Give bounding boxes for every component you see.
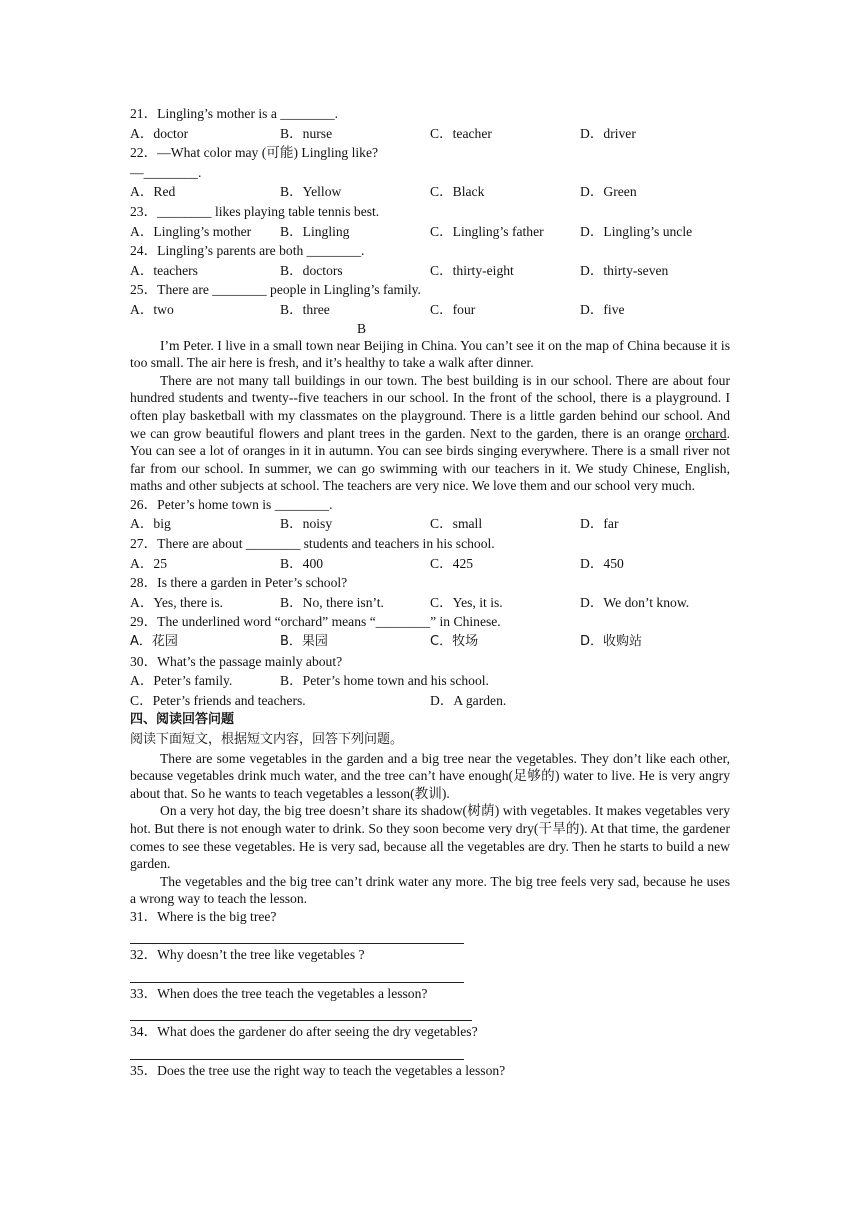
question-34: 34．What does the gardener do after seeing the dry vegetables? [130, 1024, 478, 1040]
option-d[interactable]: D．five [580, 301, 625, 317]
question-28-options [130, 593, 730, 613]
option-b[interactable]: B．400 [280, 555, 324, 571]
option-b[interactable]: B．Yellow [280, 184, 342, 200]
option-d[interactable]: D．450 [580, 555, 624, 571]
section-four-instruction: 阅读下面短文，根据短文内容，回答下列问题。 [130, 732, 404, 747]
option-d[interactable]: D．Lingling’s uncle [580, 223, 693, 239]
option-a[interactable]: A．Red [130, 184, 176, 200]
question-29-stem: 29．The underlined word “orchard” means “________” in Chinese. [130, 614, 501, 630]
answer-line-34[interactable] [130, 1042, 464, 1060]
option-d[interactable]: D．We don’t know. [580, 594, 690, 610]
question-28-stem: 28．Is there a garden in Peter’s school? [130, 575, 348, 591]
question-35: 35．Does the tree use the right way to teach the vegetables a lesson? [130, 1062, 506, 1078]
passage-four-paragraph-3: The vegetables and the big tree can’t drink water any more. The big tree feels very sad, because he uses a wrong way to teach the lesson. [130, 873, 730, 907]
question-24-stem: 24．Lingling’s parents are both ________. [130, 243, 365, 259]
question-32: 32．Why doesn’t the tree like vegetables ? [130, 947, 365, 963]
option-a[interactable]: A．花园 [130, 634, 178, 650]
option-b[interactable]: B．nurse [280, 125, 333, 141]
question-22-stem [130, 143, 730, 163]
option-c[interactable]: C．Yes, it is. [430, 594, 503, 610]
option-b[interactable]: B．No, there isn’t. [280, 594, 384, 610]
option-a[interactable]: A．two [130, 301, 174, 317]
option-c[interactable]: C．small [430, 516, 483, 532]
option-b[interactable]: B．doctors [280, 262, 343, 278]
exam-page [130, 104, 730, 1080]
option-c[interactable]: C．teacher [430, 125, 492, 141]
option-d[interactable]: D．Green [580, 184, 637, 200]
question-21-stem: 21．Lingling’s mother is a ________. [130, 106, 339, 121]
question-22-text: 22．—What color may (可能) Lingling like? [130, 145, 379, 161]
option-d[interactable]: D．A garden. [430, 692, 507, 708]
option-a[interactable]: A．doctor [130, 125, 189, 141]
question-30-options-row-2 [130, 691, 730, 711]
question-23-options [130, 222, 730, 242]
option-c[interactable]: C．425 [430, 555, 474, 571]
answer-line-32[interactable] [130, 965, 464, 983]
passage-b-text-2: . You can see a lot of oranges in it in autumn. You can see birds singing everywhere. There is a small river not far from our school. In summer, we can go swimming with our teachers in it. We study Chinese, English, maths and other subjects at school. The teachers are very nice. We love them and our school very much. [130, 425, 730, 494]
option-c[interactable]: C．thirty-eight [430, 262, 514, 278]
question-21-options [130, 124, 730, 144]
option-a[interactable]: A．Lingling’s mother [130, 223, 252, 239]
option-c[interactable]: C．牧场 [430, 634, 479, 650]
option-b[interactable]: B．Lingling [280, 223, 350, 239]
question-30-stem: 30．What’s the passage mainly about? [130, 653, 343, 669]
question-22-response: —________. [130, 164, 202, 180]
question-26-options [130, 514, 730, 534]
option-c[interactable]: C．Black [430, 184, 485, 200]
question-24-options [130, 261, 730, 281]
passage-b-text-1: There are not many tall buildings in our town. The best building is in our school. There are about four hundred students and twenty--five teachers in our school. In the front of the school, there is a playground. I often play basketball with my classmates on the playground. There is a little garden behind our school. And we can grow beautiful flowers and plant trees in the garden. Next to the garden, there is an orange [130, 372, 730, 441]
section-b-label: B [357, 320, 367, 336]
question-27-options [130, 554, 730, 574]
option-c[interactable]: C．four [430, 301, 476, 317]
option-b[interactable]: B．果园 [280, 634, 328, 650]
question-31: 31．Where is the big tree? [130, 908, 277, 924]
question-23-stem: 23．________ likes playing table tennis best. [130, 203, 380, 219]
underlined-word-orchard: orchard [685, 425, 727, 441]
option-d[interactable]: D．thirty-seven [580, 262, 669, 278]
option-a[interactable]: A．Yes, there is. [130, 594, 224, 610]
question-25-options [130, 300, 730, 320]
question-25-stem: 25．There are ________ people in Lingling’s family. [130, 282, 421, 298]
option-b[interactable]: B．Peter’s home town and his school. [280, 673, 489, 689]
answer-line-33[interactable] [130, 1003, 472, 1021]
passage-four-paragraph-2: On a very hot day, the big tree doesn’t share its shadow(树荫) with vegetables. It makes vegetables very hot. But there is not enough water to drink. So they soon become very dry(干旱的). At that time, the gardener comes to see these vegetables. He is very sad, because all the vegetables are dry. Then he starts to build a new garden. [130, 803, 730, 872]
option-d[interactable]: D．far [580, 516, 619, 532]
option-c[interactable]: C．Peter’s friends and teachers. [130, 692, 306, 708]
option-a[interactable]: A．big [130, 516, 171, 532]
question-33: 33．When does the tree teach the vegetables a lesson? [130, 985, 428, 1001]
passage-four-paragraph-1: There are some vegetables in the garden and a big tree near the vegetables. They don’t like each other, because vegetables drink much water, and the tree can’t have enough(足够的) water to live. He is very angry about that. So he wants to teach vegetables a lesson(教训). [130, 750, 730, 801]
option-d[interactable]: D．收购站 [580, 634, 643, 650]
option-a[interactable]: A．Peter’s family. [130, 673, 233, 689]
option-c[interactable]: C．Lingling’s father [430, 223, 544, 239]
passage-b-paragraph-2 [130, 372, 730, 495]
question-26-stem: 26．Peter’s home town is ________. [130, 496, 333, 512]
passage-b-paragraph-1: I’m Peter. I live in a small town near Beijing in China. You can’t see it on the map of China because it is too small. The air here is fresh, and it’s healthy to take a walk after dinner. [130, 337, 730, 371]
answer-line-31[interactable] [130, 926, 464, 944]
option-a[interactable]: A．teachers [130, 262, 198, 278]
option-a[interactable]: A．25 [130, 555, 168, 571]
question-29-options [130, 632, 730, 652]
option-b[interactable]: B．noisy [280, 516, 333, 532]
option-b[interactable]: B．three [280, 301, 330, 317]
question-27-stem: 27．There are about ________ students and teachers in his school. [130, 536, 495, 552]
option-d[interactable]: D．driver [580, 125, 636, 141]
section-four-heading: 四、阅读回答问题 [130, 712, 235, 728]
question-30-options-row-1 [130, 671, 730, 691]
question-22-options [130, 182, 730, 202]
